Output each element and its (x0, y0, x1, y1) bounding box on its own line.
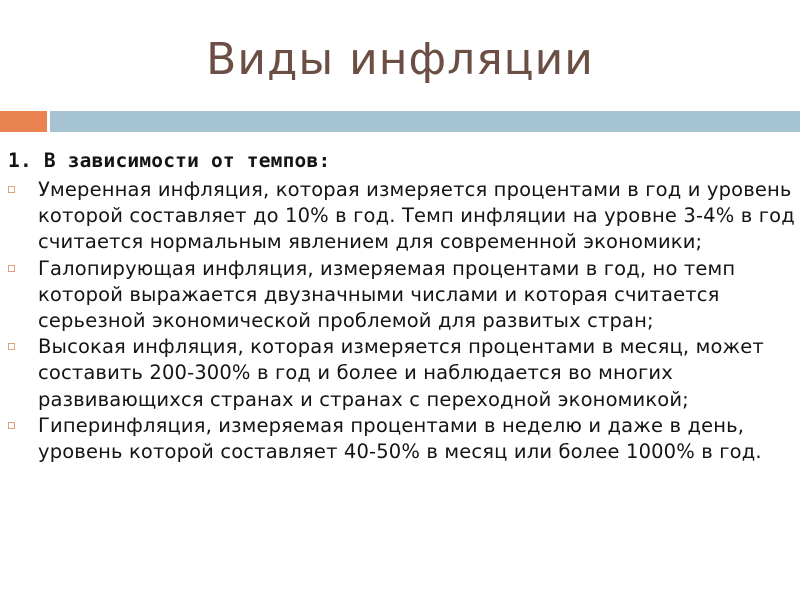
square-bullet-icon (8, 265, 15, 272)
slide-content (8, 147, 796, 465)
square-bullet-icon (8, 186, 15, 193)
title-accent-bar-orange (0, 111, 47, 132)
list-item-text: Высокая инфляция, которая измеряется процентами в месяц, может составить 200-300% в год и более и наблюдается во многих развивающихся странах и странах с переходной экономикой; (38, 335, 764, 411)
square-bullet-icon (8, 343, 15, 350)
list-item (8, 177, 796, 256)
list-item (8, 256, 796, 335)
list-item-text: Умеренная инфляция, которая измеряется процентами в год и уровень которой составляет до 10% в год. Темп инфляции на уровне 3-4% в год считается нормальным явлением для современной экономики; (38, 178, 795, 254)
list-item-text: Галопирующая инфляция, измеряемая процентами в год, но темп которой выражается двузначными числами и которая считается серьезной экономической проблемой для развитых стран; (38, 256, 736, 333)
title-accent-bar-blue (50, 111, 800, 132)
list-item-text: Гиперинфляция, измеряемая процентами в неделю и даже в день, уровень которой составляет 40-50% в месяц или более 1000% в год. (38, 413, 762, 464)
bullet-list (8, 177, 796, 465)
square-bullet-icon (8, 422, 15, 429)
list-item (8, 334, 796, 413)
section-heading: 1. В зависимости от темпов: (8, 149, 331, 172)
slide-title: Виды инфляции (206, 34, 594, 85)
list-item (8, 413, 796, 465)
